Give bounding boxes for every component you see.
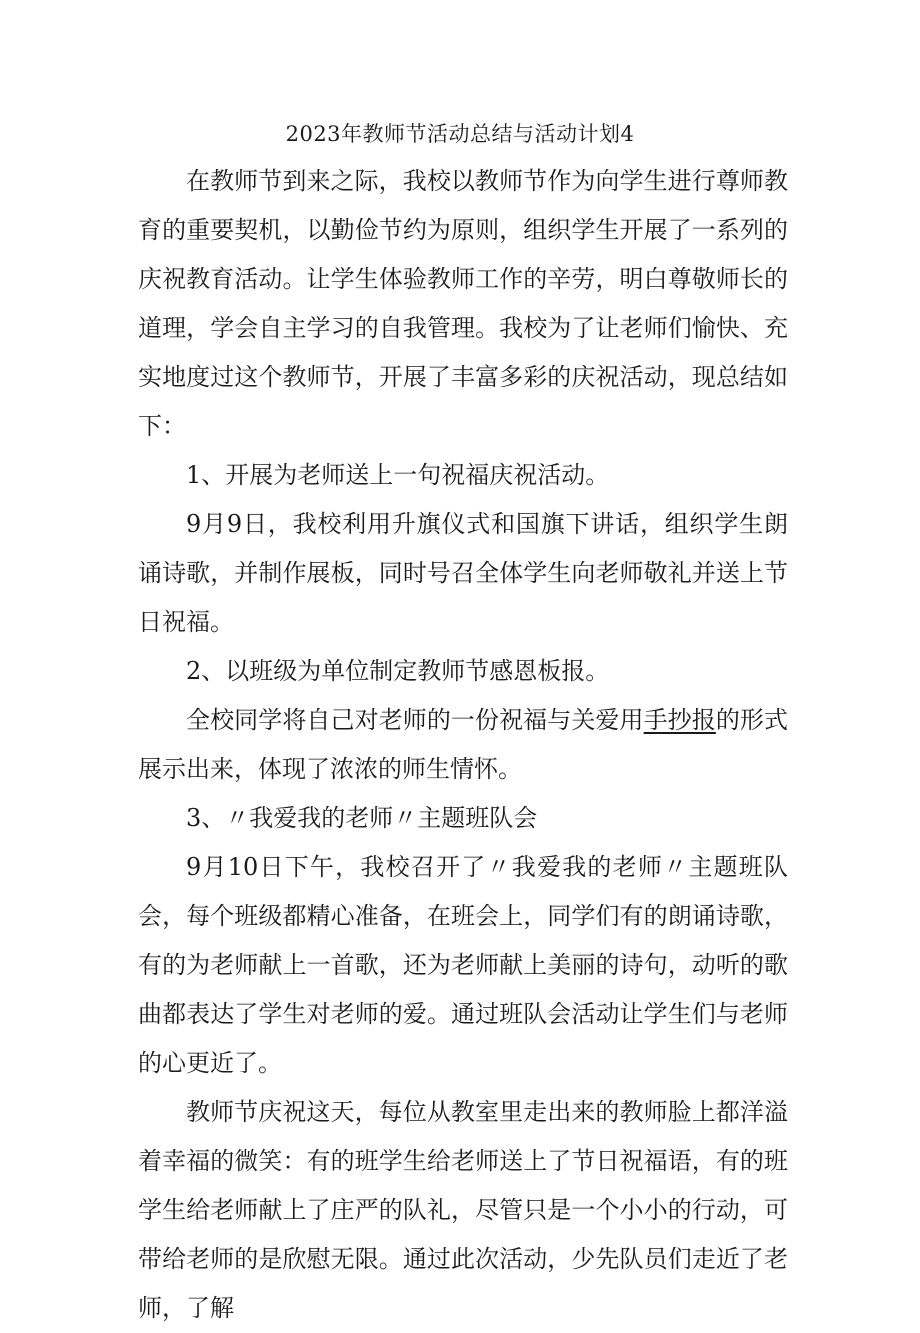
paragraph-intro: 在教师节到来之际，我校以教师节作为向学生进行尊师教育的重要契机，以勤俭节约为原则，组织学生开展了一系列的庆祝教育活动。让学生体验教师工作的辛劳，明白尊敬师长的道理，学会自主学习的自我管理。我校为了让老师们愉快、充实地度过这个教师节，开展了丰富多彩的庆祝活动，现总结如下： <box>138 167 788 440</box>
paragraph-item-2-text-before: 全校同学将自己对老师的一份祝福与关爱用 <box>186 706 644 734</box>
document-title: 2023年教师节活动总结与活动计划4 <box>285 122 635 146</box>
paragraph-item-2-body <box>138 696 788 794</box>
paragraph-item-3-body: 9月10日下午，我校召开了〃我爱我的老师〃主题班队会，每个班级都精心准备，在班会上，同学们有的朗诵诗歌，有的为老师献上一首歌，还为老师献上美丽的诗句，动听的歌曲都表达了学生对老师的爱。通过班队会活动让学生们与老师的心更近了。 <box>138 853 788 1077</box>
paragraph-item-2-heading: 2、以班级为单位制定教师节感恩板报。 <box>186 657 610 685</box>
paragraph-item-3-heading: 3、〃我爱我的老师〃主题班队会 <box>186 804 538 832</box>
paragraph-item-2-text-after: 的形式展示出来，体现了浓浓的师生情怀。 <box>138 706 789 783</box>
paragraph-item-1-heading: 1、开展为老师送上一句祝福庆祝活动。 <box>186 461 610 489</box>
handwritten-newspaper-link[interactable]: 手抄报 <box>643 706 716 734</box>
document-body <box>138 157 788 1333</box>
paragraph-closing: 教师节庆祝这天，每位从教室里走出来的教师脸上都洋溢着幸福的微笑：有的班学生给老师送上了节日祝福语，有的班学生给老师献上了庄严的队礼，尽管只是一个小小的行动，可带给老师的是欣慰无限。通过此次活动，少先队员们走近了老师，了解 <box>138 1098 788 1322</box>
paragraph-item-1-body: 9月9日，我校利用升旗仪式和国旗下讲话，组织学生朗诵诗歌，并制作展板，同时号召全体学生向老师敬礼并送上节日祝福。 <box>138 510 788 636</box>
